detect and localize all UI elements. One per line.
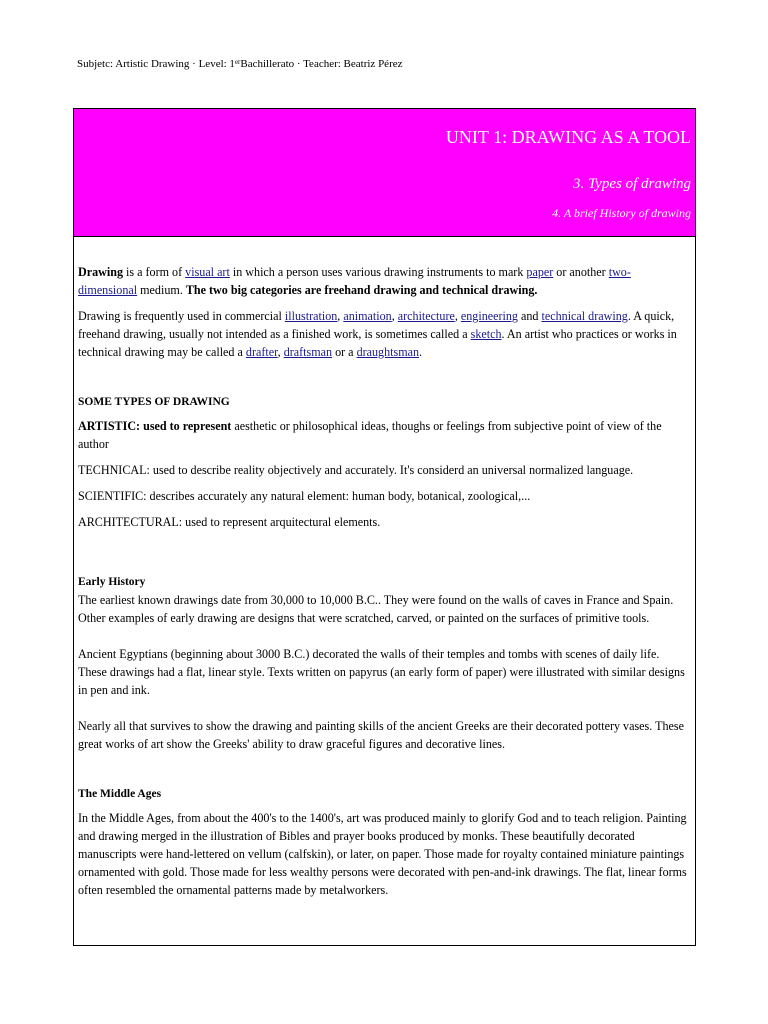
text-run: . A quick, freehand drawing, usually not intended as a finished work, is sometimes called a bbox=[78, 309, 675, 341]
text-run: and bbox=[517, 309, 542, 323]
text-run: , bbox=[277, 345, 284, 359]
text-run: medium. bbox=[137, 283, 186, 297]
early-history-heading bbox=[78, 573, 688, 591]
type-artistic bbox=[78, 417, 688, 453]
type-artistic-label: ARTISTIC: used to represent bbox=[78, 419, 232, 433]
early-history-paragraph-3: Nearly all that survives to show the drawing and painting skills of the ancient Greeks are their decorated pottery vases. These great works of art show the Greeks' ability to draw graceful figures and decorative lines. bbox=[78, 719, 684, 751]
document-frame bbox=[73, 108, 696, 946]
text-run: or another bbox=[553, 265, 609, 279]
intro-paragraph-2 bbox=[78, 307, 688, 361]
link-sketch[interactable]: sketch bbox=[470, 327, 502, 341]
text-run: in which a person uses various drawing instruments to mark bbox=[229, 265, 527, 279]
type-scientific: SCIENTIFIC: describes accurately any natural element: human body, botanical, zoological,... bbox=[78, 489, 531, 503]
text-run: , bbox=[454, 309, 461, 323]
link-draftsman[interactable]: draftsman bbox=[283, 345, 333, 359]
types-heading bbox=[78, 393, 688, 411]
early-history-paragraph-2: Ancient Egyptians (beginning about 3000 B.C.) decorated the walls of their temples and tombs with scenes of daily life. These drawings had a flat, linear style. Texts written on papyrus (an early form of paper) were illustrated with similar designs in pen and ink. bbox=[78, 647, 685, 697]
middle-ages-heading bbox=[78, 785, 688, 803]
unit-title: UNIT 1: DRAWING AS A TOOL bbox=[445, 127, 691, 147]
link-architecture[interactable]: architecture bbox=[397, 309, 455, 323]
link-animation[interactable]: animation bbox=[343, 309, 392, 323]
early-history-heading-text: Early History bbox=[78, 576, 146, 588]
link-illustration[interactable]: illustration bbox=[284, 309, 338, 323]
middle-ages-paragraph: In the Middle Ages, from about the 400's to the 1400's, art was produced mainly to glorify God and to teach religion. Painting and drawing merged in the illustration of Bibles and prayer books produced by monks. These beautifully decorated manuscripts were hand-lettered on vellum (calfskin), or later, on paper. Those made for royalty contained miniature paintings ornamented with gold. Those made for less wealthy persons were decorated with pen-and-ink drawings. The flat, linear forms often resembled the ornamental patterns made by metalworkers. bbox=[78, 811, 687, 897]
text-run: is a form of bbox=[123, 265, 186, 279]
link-engineering[interactable]: engineering bbox=[460, 309, 518, 323]
link-visual-art[interactable]: visual art bbox=[185, 265, 230, 279]
type-technical: TECHNICAL: used to describe reality objectively and accurately. It's considerd an universal normalized language. bbox=[78, 463, 634, 477]
type-architectural: ARCHITECTURAL: used to represent arquitectural elements. bbox=[78, 515, 381, 529]
header-text-rest: Bachillerato · Teacher: Beatriz Pérez bbox=[240, 58, 403, 70]
page-header bbox=[77, 57, 403, 71]
types-heading-text: SOME TYPES OF DRAWING bbox=[78, 396, 230, 408]
unit-banner bbox=[74, 109, 695, 237]
text-run: , bbox=[391, 309, 398, 323]
early-history-paragraph-1: The earliest known drawings date from 30,000 to 10,000 B.C.. They were found on the walls of caves in France and Spain. Other examples of early drawing are designs that were scratched, carved, or painted on the surfaces of primitive tools. bbox=[78, 593, 674, 625]
text-run: , bbox=[337, 309, 344, 323]
text-run: . An artist who practices or works in technical drawing may be called a bbox=[78, 327, 677, 359]
header-superscript: er bbox=[234, 58, 241, 66]
link-draughtsman[interactable]: draughtsman bbox=[356, 345, 420, 359]
document-body bbox=[78, 263, 688, 899]
link-drafter[interactable]: drafter bbox=[245, 345, 278, 359]
drawing-term: Drawing bbox=[78, 265, 124, 279]
link-technical-drawing[interactable]: technical drawing bbox=[541, 309, 628, 323]
intro-paragraph-1 bbox=[78, 263, 688, 299]
section-heading-history: 4. A brief History of drawing bbox=[552, 206, 691, 220]
link-two-dimensional[interactable]: two-dimensional bbox=[78, 265, 631, 297]
text-run: Drawing is frequently used in commercial bbox=[78, 309, 285, 323]
text-run: or a bbox=[332, 345, 357, 359]
type-artistic-text: aesthetic or philosophical ideas, thoughs or feelings from subjective point of view of the author bbox=[78, 419, 662, 451]
categories-statement: The two big categories are freehand drawing and technical drawing. bbox=[185, 283, 538, 297]
middle-ages-heading-text: The Middle Ages bbox=[78, 788, 162, 800]
header-text: Subjetc: Artistic Drawing · Level: 1 bbox=[77, 58, 235, 70]
text-run: . bbox=[419, 345, 423, 359]
link-paper[interactable]: paper bbox=[526, 265, 554, 279]
section-heading-types: 3. Types of drawing bbox=[572, 176, 691, 192]
